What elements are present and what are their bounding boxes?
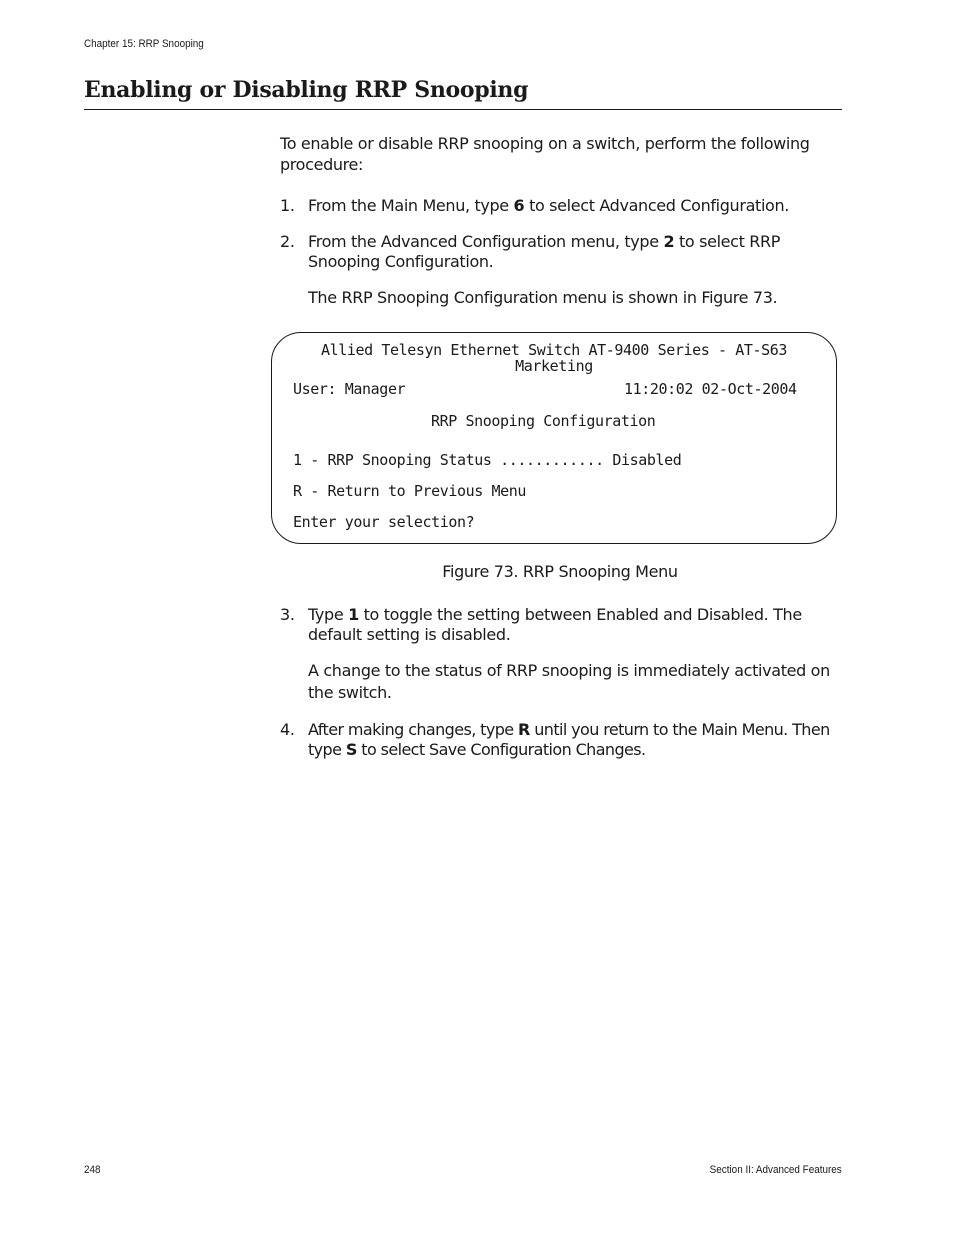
section-title: Enabling or Disabling RRP Snooping — [84, 77, 529, 103]
screen-datetime: 11:20:02 02-Oct-2004 — [624, 380, 797, 398]
step-key: 6 — [513, 196, 525, 215]
step-2-note: The RRP Snooping Configuration menu is shown in Figure 73. — [308, 288, 778, 307]
step-text-pre: Type — [308, 605, 349, 624]
step-text-post: to select Save Configuration Changes. — [356, 740, 646, 759]
step-key: 2 — [663, 232, 675, 251]
page-number: 248 — [84, 1164, 101, 1176]
screen-option-r: R - Return to Previous Menu — [293, 482, 527, 500]
step-text-post: to select Advanced Configuration. — [524, 196, 790, 215]
step-3-note: A change to the status of RRP snooping is immediately activated on the switch. — [308, 661, 830, 702]
screen-title-line: Allied Telesyn Ethernet Switch AT-9400 Series - AT-S63 — [320, 341, 788, 359]
screen-prompt: Enter your selection? — [293, 513, 475, 531]
intro-paragraph: To enable or disable RRP snooping on a switch, perform the following procedure: — [280, 134, 810, 174]
step-text-pre: From the Advanced Configuration menu, type — [308, 232, 664, 251]
section-footer: Section II: Advanced Features — [709, 1164, 842, 1176]
step-number: 2. — [280, 232, 295, 251]
step-number: 3. — [280, 605, 295, 624]
step-text-mid: until you return to the Main Menu. Then type — [308, 720, 830, 759]
step-number: 4. — [280, 720, 295, 739]
title-rule — [84, 109, 842, 110]
running-header: Chapter 15: RRP Snooping — [84, 38, 204, 50]
step-text — [308, 605, 842, 645]
step-text-post: to toggle the setting between Enabled and Disabled. The default setting is disabled. — [308, 605, 802, 644]
step-key: S — [345, 740, 357, 759]
step-text-pre: From the Main Menu, type — [308, 196, 514, 215]
screen-switch-name: Marketing — [515, 357, 593, 375]
step-text-post: to select RRP Snooping Configuration. — [308, 232, 781, 271]
step-key: 1 — [348, 605, 359, 624]
step-text — [308, 720, 842, 760]
step-text-pre: After making changes, type — [308, 720, 519, 739]
screen-user: User: Manager — [293, 380, 406, 398]
step-number: 1. — [280, 196, 295, 215]
screen-option-1: 1 - RRP Snooping Status ............ Disabled — [293, 451, 682, 469]
step-text — [308, 196, 842, 216]
figure-caption: Figure 73. RRP Snooping Menu — [442, 562, 678, 581]
screen-menu-title: RRP Snooping Configuration — [431, 412, 656, 430]
step-text — [308, 232, 842, 272]
step-key: R — [518, 720, 530, 739]
